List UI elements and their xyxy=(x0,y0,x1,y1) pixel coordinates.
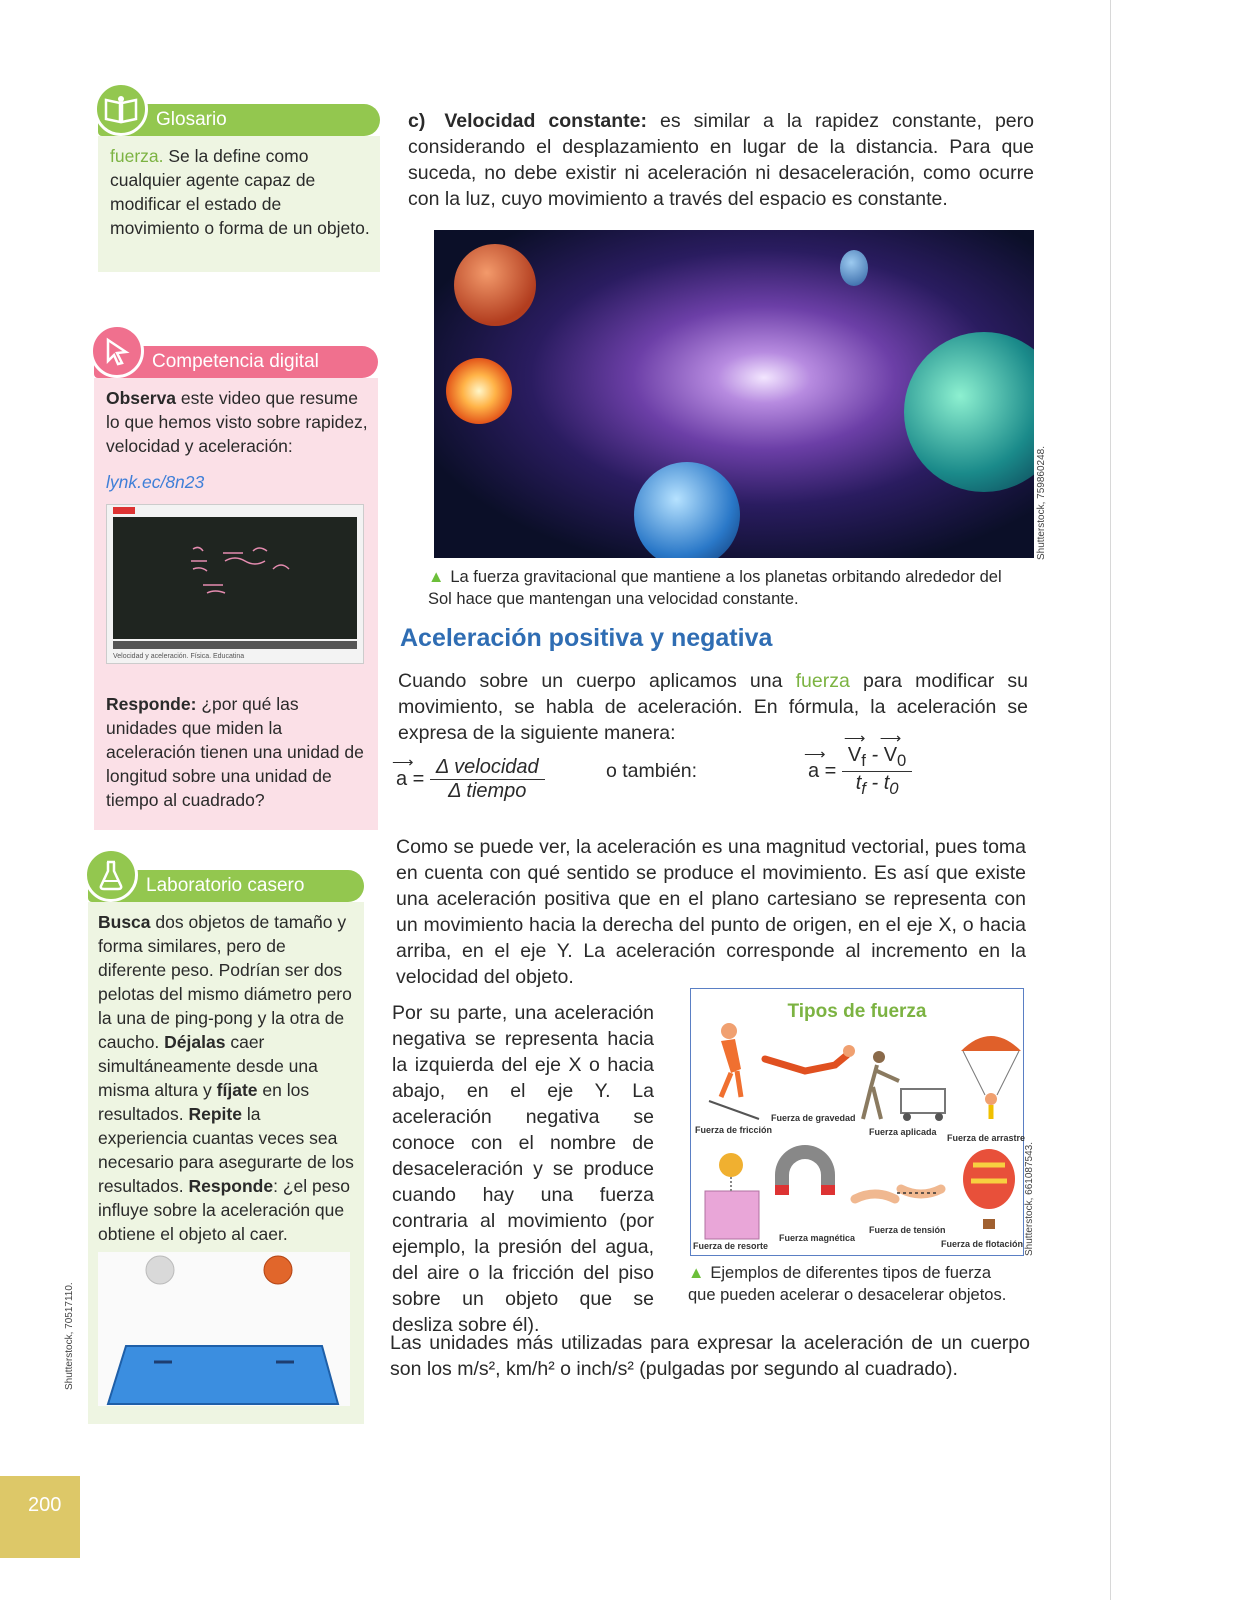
space-caption-text: La fuerza gravitacional que mantiene a los planetas orbitando alrededor del Sol hace que mantengan una velocidad constante. xyxy=(428,568,1002,608)
video-caption: Velocidad y aceleración. Física. Educatina xyxy=(113,653,245,660)
youtube-logo-icon xyxy=(113,507,135,514)
parachute-icon xyxy=(961,1036,1021,1119)
competencia-question xyxy=(106,692,368,812)
magnet-icon xyxy=(775,1145,835,1195)
sun xyxy=(446,358,512,424)
tipos-de-fuerza-title: Tipos de fuerza xyxy=(787,1001,927,1022)
laboratorio-body xyxy=(88,902,364,1424)
glosario-body xyxy=(98,136,380,272)
acel-intro-before: Cuando sobre un cuerpo aplicamos una xyxy=(398,670,783,692)
label-aplicada: Fuerza aplicada xyxy=(869,1127,937,1137)
label-resorte: Fuerza de resorte xyxy=(693,1241,769,1251)
video-link[interactable]: lynk.ec/8n23 xyxy=(106,472,205,492)
flask-icon xyxy=(84,848,138,902)
label-friccion: Fuerza de fricción xyxy=(695,1125,773,1135)
fuerzas-caption-text: Ejemplos de diferentes tipos de fuerza que pueden acelerar o desacelerar objetos. xyxy=(688,1264,1007,1304)
fuerzas-caption xyxy=(688,1262,1018,1306)
competencia-question-bold: Responde: xyxy=(106,694,197,714)
book-icon xyxy=(94,82,148,136)
spring-box-icon xyxy=(705,1153,759,1239)
table-surface xyxy=(108,1346,338,1404)
tipos-de-fuerza-figure xyxy=(690,988,1024,1256)
formula1-numerator: Δ velocidad xyxy=(430,756,545,780)
rubber-ball-icon xyxy=(264,1256,292,1284)
blue-planet xyxy=(634,462,740,558)
pingpong-ball-icon xyxy=(146,1256,174,1284)
glosario-definition: Se la define como cualquier agente capaz de modificar el estado de movimiento o forma de un objeto. xyxy=(110,146,370,238)
fuerzas-image-credit: Shutterstock, 661087543. xyxy=(1024,1142,1035,1256)
lab-text-1: dos objetos de tamaño y forma similares, pero de diferente peso. Podrían ser dos pelotas del mismo diámetro pero la una de ping-pong y la otra de caucho. xyxy=(98,912,352,1052)
item-label: c) xyxy=(408,110,426,132)
lab-busca: Busca xyxy=(98,912,151,932)
negative-acceleration-paragraph: Por su parte, una aceleración negativa se representa hacia la izquierda del eje X o hacia abajo, en el eje Y. La aceleración negativa se conoce con el nombre de desaceleración y se produce cuando hay una fuerza contraria al movimiento (por ejemplo, la presión del agua, del aire o la fricción del piso sobre un objeto que se desliza sobre él). xyxy=(392,1002,654,1336)
acel-intro-after: para modificar su movimiento, se habla de aceleración. En fórmula, la aceleración se expresa de la siguiente manera: xyxy=(398,670,1029,744)
glosario-term: fuerza. xyxy=(110,146,164,166)
velocidad-constante-paragraph xyxy=(408,108,1034,212)
lab-text-5: : ¿el peso influye sobre la aceleración que obtiene el objeto al caer. xyxy=(98,1176,350,1244)
lab-dejalas: Déjalas xyxy=(164,1032,226,1052)
formula2-a: ⟶ a xyxy=(808,760,819,783)
label-gravedad: Fuerza de gravedad xyxy=(771,1113,856,1123)
units-paragraph: Las unidades más utilizadas para expresar la aceleración de un cuerpo son los m/s², km/h² o inch/s² (pulgadas por segundo al cuadrado). xyxy=(390,1332,1030,1380)
hot-air-balloon-icon xyxy=(963,1149,1015,1229)
competencia-intro-bold: Observa xyxy=(106,388,177,408)
label-flotacion: Fuerza de flotación xyxy=(941,1239,1024,1249)
lab-text-2: caer simultáneamente desde una misma altura y xyxy=(98,1032,318,1100)
cursor-icon xyxy=(90,324,144,378)
formula1-denominator: Δ tiempo xyxy=(448,780,527,802)
chalkboard-formula-icon xyxy=(183,539,313,609)
or-also-text: o también: xyxy=(606,760,698,782)
triangle-icon: ▲ xyxy=(688,1264,705,1282)
small-planet xyxy=(840,250,868,286)
competencia-question-text: ¿por qué las unidades que miden la aceleración tienen una unidad de longitud sobre una unidad de tiempo al cuadrado? xyxy=(106,694,364,810)
pushing-cart-icon xyxy=(863,1051,945,1121)
aceleracion-intro-paragraph xyxy=(398,668,1028,746)
lab-text-3: en los resultados. xyxy=(98,1080,310,1124)
formula-delta: ⟶ a = $\frac{\text{Δ velocidad}}{\text{Δ tiempo}}$ xyxy=(396,756,545,803)
space-caption xyxy=(428,566,1028,610)
formula2-denominator: $t_f - t_0$ xyxy=(855,772,899,798)
velocidad-title: Velocidad constante: xyxy=(444,110,647,132)
skier-icon xyxy=(709,1023,759,1119)
tension-hands-icon xyxy=(855,1189,941,1199)
lab-fijate: fíjate xyxy=(216,1080,258,1100)
falling-balls-image xyxy=(98,1252,350,1406)
lab-responde: Responde xyxy=(188,1176,274,1196)
space-planets-image xyxy=(434,230,1034,558)
video-progress-bar[interactable] xyxy=(113,641,357,649)
page-edge-line xyxy=(1110,0,1111,1600)
skydiver-icon xyxy=(765,1045,855,1071)
vectorial-paragraph: Como se puede ver, la aceleración es una magnitud vectorial, pues toma en cuenta con qué sentido se produce el movimiento. Es así que existe una aceleración positiva que en el plano cartesiano se representa con un movimiento hacia la derecha del punto de origen, en el eje X, o hacia arriba, en el eje Y. La aceleración corresponde al incremento en la velocidad del objeto. xyxy=(396,836,1026,988)
triangle-icon: ▲ xyxy=(428,568,445,586)
label-arrastre: Fuerza de arrastre xyxy=(947,1133,1026,1143)
lab-repite: Repite xyxy=(188,1104,242,1124)
velocidad-text: es similar a la rapidez constante, pero considerando el desplazamiento en lugar de la distancia. Para que suceda, no debe existir ni aceleración ni desaceleración, como ocurre con la luz, cuyo movimiento a través del espacio es constante. xyxy=(408,110,1034,210)
video-thumbnail[interactable] xyxy=(106,504,364,664)
lab-image-credit: Shutterstock, 70517110. xyxy=(64,1282,75,1390)
glosario-box xyxy=(98,104,380,272)
space-image-credit: Shutterstock, 759860248. xyxy=(1036,446,1047,560)
section-title: Aceleración positiva y negativa xyxy=(400,624,773,652)
competencia-title: Competencia digital xyxy=(94,346,378,378)
teal-planet xyxy=(904,332,1034,492)
glosario-title: Glosario xyxy=(98,104,380,136)
lab-text-4: la experiencia cuantas veces sea necesario para asegurarte de los resultados. xyxy=(98,1104,354,1196)
formula2-numerator: ⟶ $V_f$ - ⟶ $V_0$ xyxy=(842,744,912,772)
label-magnetica: Fuerza magnética xyxy=(779,1233,856,1243)
acel-intro-fuerza: fuerza xyxy=(795,670,850,692)
page-number: 200 xyxy=(0,1476,80,1558)
competencia-body xyxy=(94,378,378,830)
label-tension: Fuerza de tensión xyxy=(869,1225,946,1235)
competencia-intro: este video que resume lo que hemos visto sobre rapidez, velocidad y aceleración: xyxy=(106,388,368,456)
competencia-digital-box xyxy=(94,346,378,830)
red-planet xyxy=(454,244,536,326)
formula-vf-v0: ⟶ a = ⟶ $\frac{V_f - ⟶ V_0}{t_f - t_0}$ xyxy=(808,744,912,799)
laboratorio-casero-box xyxy=(88,870,364,1424)
laboratorio-title: Laboratorio casero xyxy=(88,870,364,902)
formula1-a: ⟶ a xyxy=(396,768,407,791)
video-screen xyxy=(113,517,357,639)
